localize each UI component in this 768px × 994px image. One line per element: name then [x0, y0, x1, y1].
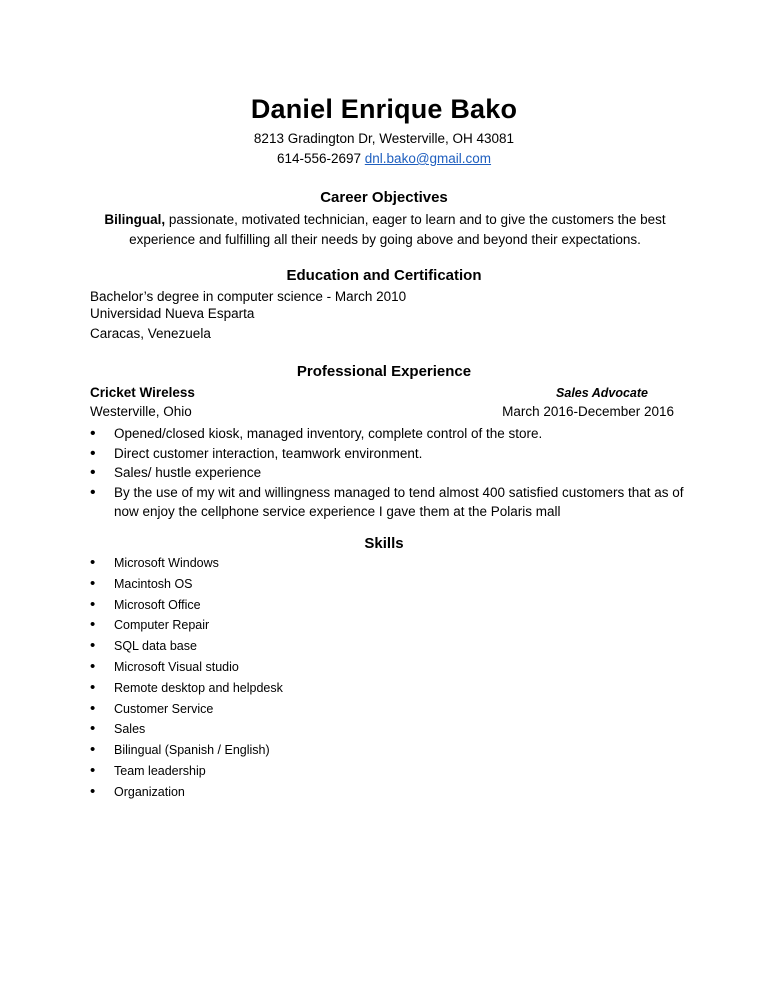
list-item: • Bilingual (Spanish / English)	[90, 742, 490, 763]
candidate-name: Daniel Enrique Bako	[250, 94, 518, 124]
education-degree: Bachelor’s degree in computer science - March 2010	[90, 289, 407, 304]
email-link[interactable]: dnl.bako@gmail.com	[364, 151, 492, 166]
list-item: • Direct customer interaction, teamwork environment.	[90, 444, 690, 464]
experience-dates: March 2016-December 2016	[502, 404, 674, 419]
education-location: Caracas, Venezuela	[90, 326, 211, 341]
list-item: • SQL data base	[90, 638, 490, 659]
list-item: • Macintosh OS	[90, 576, 490, 597]
phone-number: 614-556-2697	[276, 151, 362, 166]
education-heading: Education and Certification	[286, 267, 482, 284]
objective-body: passionate, motivated technician, eager to learn and to give the customers the best experience and fulfilling all their needs by going above and beyond their expectations.	[129, 212, 666, 247]
list-item: • Customer Service	[90, 701, 490, 722]
experience-bullets	[90, 424, 690, 522]
experience-role: Sales Advocate	[556, 386, 648, 400]
list-item: • Team leadership	[90, 763, 490, 784]
list-item: • Computer Repair	[90, 617, 490, 638]
career-objectives-heading: Career Objectives	[320, 189, 448, 206]
list-item: • Microsoft Office	[90, 597, 490, 618]
skills-heading: Skills	[364, 535, 404, 552]
experience-location: Westerville, Ohio	[90, 404, 192, 419]
education-school: Universidad Nueva Esparta	[90, 306, 255, 321]
experience-company: Cricket Wireless	[90, 385, 195, 400]
list-item: • By the use of my wit and willingness managed to tend almost 400 satisfied customers that as of now enjoy the cellphone service experience I gave them at the Polaris mall	[90, 483, 690, 522]
list-item: • Organization	[90, 784, 490, 805]
list-item: • Microsoft Windows	[90, 555, 490, 576]
list-item: • Opened/closed kiosk, managed inventory, complete control of the store.	[90, 424, 690, 444]
list-item: • Sales/ hustle experience	[90, 463, 690, 483]
list-item: • Microsoft Visual studio	[90, 659, 490, 680]
address: 8213 Gradington Dr, Westerville, OH 43081	[253, 131, 515, 146]
experience-heading: Professional Experience	[296, 363, 472, 380]
contact-line	[0, 151, 768, 166]
career-objectives-text	[90, 210, 680, 250]
skills-list	[90, 555, 490, 805]
list-item: • Sales	[90, 721, 490, 742]
objective-lead: Bilingual,	[104, 212, 166, 227]
list-item: • Remote desktop and helpdesk	[90, 680, 490, 701]
